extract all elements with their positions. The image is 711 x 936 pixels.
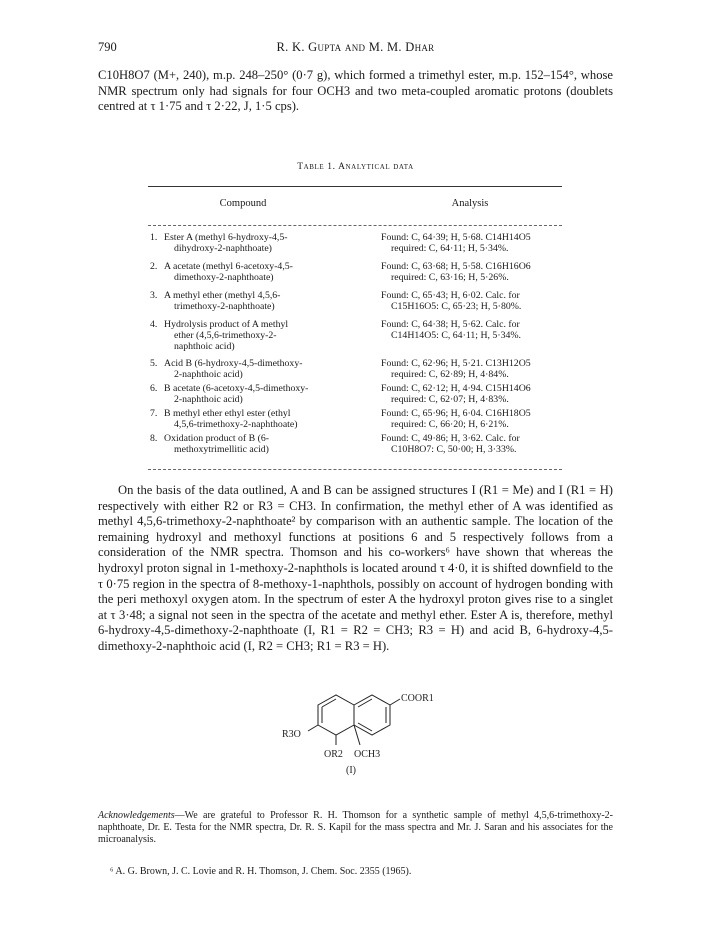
row-number: 2.: [150, 261, 158, 272]
table-header-analysis: Analysis: [451, 198, 489, 209]
row-number: 8.: [150, 433, 158, 444]
row-number: 4.: [150, 319, 158, 330]
analysis-line: C14H14O5: C, 64·11; H, 5·34%.: [391, 330, 521, 342]
analysis-line: Found: C, 62·12; H, 4·94. C15H14O6: [381, 383, 531, 394]
or2-label: OR2: [324, 749, 343, 760]
compound-line: Acid B (6-hydroxy-4,5-dimethoxy-: [164, 358, 303, 369]
analysis-line: Found: C, 63·68; H, 5·58. C16H16O6: [381, 261, 531, 272]
acknowledgements: [98, 810, 613, 847]
row-compound: [164, 232, 369, 254]
analysis-line: C10H8O7: C, 50·00; H, 3·33%.: [391, 444, 517, 456]
analysis-line: required: C, 63·16; H, 5·26%.: [391, 272, 509, 284]
page-number: 790: [98, 40, 117, 54]
row-number: 7.: [150, 408, 158, 419]
compound-line: dihydroxy-2-naphthoate): [174, 243, 272, 255]
compound-line: 4,5,6-trimethoxy-2-naphthoate): [174, 419, 298, 431]
analysis-line: required: C, 62·07; H, 4·83%.: [391, 394, 509, 406]
row-compound: [164, 261, 369, 283]
row-analysis: [381, 433, 563, 455]
compound-line: A methyl ether (methyl 4,5,6-: [164, 290, 281, 301]
compound-line: A acetate (methyl 6-acetoxy-4,5-: [164, 261, 293, 272]
compound-line: methoxytrimellitic acid): [174, 444, 269, 456]
analysis-line: required: C, 62·89; H, 4·84%.: [391, 369, 509, 381]
analysis-line: Found: C, 62·96; H, 5·21. C13H12O5: [381, 358, 531, 369]
row-compound: [164, 290, 369, 312]
intro-paragraph: C10H8O7 (M+, 240), m.p. 248–250° (0·7 g), which formed a trimethyl ester, m.p. 152–154°, whose NMR spectrum only had signals for four OCH3 and two meta-coupled aromatic protons (doublets centred at τ 1·75 and τ 2·22, J, 1·5 cps).: [98, 68, 613, 114]
compound-line: 2-naphthoic acid): [174, 369, 243, 381]
row-analysis: [381, 290, 563, 312]
r3o-bond: [308, 725, 318, 731]
row-number: 3.: [150, 290, 158, 301]
row-compound: [164, 358, 369, 380]
row-analysis: [381, 319, 563, 341]
compound-line: 2-naphthoic acid): [174, 394, 243, 406]
compound-line: Hydrolysis product of A methyl: [164, 319, 289, 330]
compound-line: Oxidation product of B (6-: [164, 433, 270, 444]
main-paragraph: On the basis of the data outlined, A and B can be assigned structures I (R1 = Me) and I (R1 = H) respectively with either R2 or R3 = CH3. In confirmation, the methyl ether of A was identified as methyl 4,5,6-trimethoxy-2-naphthoate² by comparison with an authentic sample. The location of the remaining hydroxyl and methoxyl functions at positions 6 and 5 respectively follows from a consideration of the NMR spectra. Thomson and his co-workers⁶ have shown that whereas the hydroxyl proton signal in 1-methoxy-2-naphthols is located around τ 4·0, it is shifted downfield to the τ 0·75 region in the spectra of 8-methoxy-1-naphthols, possibly on account of hydrogen bonding with the peri methoxyl oxygen atom. In the spectrum of ester A the hydroxyl proton gives rise to a singlet at τ 3·48; a signal not seen in the spectra of the acetate and methyl ether. Ester A is, therefore, methyl 6-hydroxy-4,5-dimethoxy-2-naphthoate (I, R1 = R2 = CH3; R3 = H) and acid B, 6-hydroxy-4,5-dimethoxy-2-naphthoic acid (I, R2 = CH3; R1 = R3 = H).: [98, 483, 613, 653]
compound-line: Ester A (methyl 6-hydroxy-4,5-: [164, 232, 288, 243]
right-ring: [354, 695, 390, 735]
row-number: 1.: [150, 232, 158, 243]
naphthalene-structure-drawing: [260, 691, 450, 777]
coor-bond: [390, 699, 400, 705]
compound-line: B methyl ether ethyl ester (ethyl: [164, 408, 291, 419]
compound-line: naphthoic acid): [174, 341, 235, 353]
compound-line: ether (4,5,6-trimethoxy-2-: [174, 330, 277, 342]
och3-label: OCH3: [354, 749, 381, 760]
table-bottom-rule: [148, 469, 562, 470]
r3o-label: R3O: [282, 729, 301, 740]
coor-label: COOR1: [401, 693, 434, 704]
left-ring: [318, 695, 354, 735]
table-title: Table 1. Analytical data: [297, 162, 414, 172]
analysis-line: required: C, 64·11; H, 5·34%.: [391, 243, 509, 255]
compound-line: B acetate (6-acetoxy-4,5-dimethoxy-: [164, 383, 309, 394]
row-compound: [164, 383, 369, 405]
row-analysis: [381, 408, 563, 430]
table-header-compound: Compound: [219, 198, 267, 209]
compound-number-label: (I): [346, 765, 356, 776]
analysis-line: Found: C, 49·86; H, 3·62. Calc. for: [381, 433, 520, 444]
chemical-structure-figure: [260, 691, 450, 777]
row-analysis: [381, 383, 563, 405]
row-analysis: [381, 261, 563, 283]
table-header-rule: [148, 225, 562, 226]
row-number: 5.: [150, 358, 158, 369]
row-analysis: [381, 232, 563, 254]
page-header: [98, 40, 613, 58]
analysis-line: Found: C, 64·39; H, 5·68. C14H14O5: [381, 232, 531, 243]
row-analysis: [381, 358, 563, 380]
running-title: R. K. Gupta and M. M. Dhar: [276, 40, 435, 54]
row-compound: [164, 319, 369, 353]
analysis-line: Found: C, 65·43; H, 6·02. Calc. for: [381, 290, 520, 301]
footnote-reference: ⁶ A. G. Brown, J. C. Lovie and R. H. Thomson, J. Chem. Soc. 2355 (1965).: [110, 866, 412, 877]
compound-line: dimethoxy-2-naphthoate): [174, 272, 274, 284]
table-top-rule: [148, 186, 562, 187]
row-compound: [164, 408, 369, 430]
analysis-line: C15H16O5: C, 65·23; H, 5·80%.: [391, 301, 522, 313]
analysis-line: Found: C, 64·38; H, 5·62. Calc. for: [381, 319, 520, 330]
acknowledgements-text: —We are grateful to Professor R. H. Thomson for a synthetic sample of methyl 4,5,6-trimethoxy-2-naphthoate, Dr. E. Testa for the NMR spectra, Dr. R. S. Kapil for the mass spectra and Mr. J. Saran and his associates for the microanalysis.: [98, 810, 613, 846]
row-compound: [164, 433, 369, 455]
compound-line: trimethoxy-2-naphthoate): [174, 301, 275, 313]
analysis-line: Found: C, 65·96; H, 6·04. C16H18O5: [381, 408, 531, 419]
acknowledgements-label: Acknowledgements: [98, 810, 175, 821]
row-number: 6.: [150, 383, 158, 394]
analysis-line: required: C, 66·20; H, 6·21%.: [391, 419, 509, 431]
